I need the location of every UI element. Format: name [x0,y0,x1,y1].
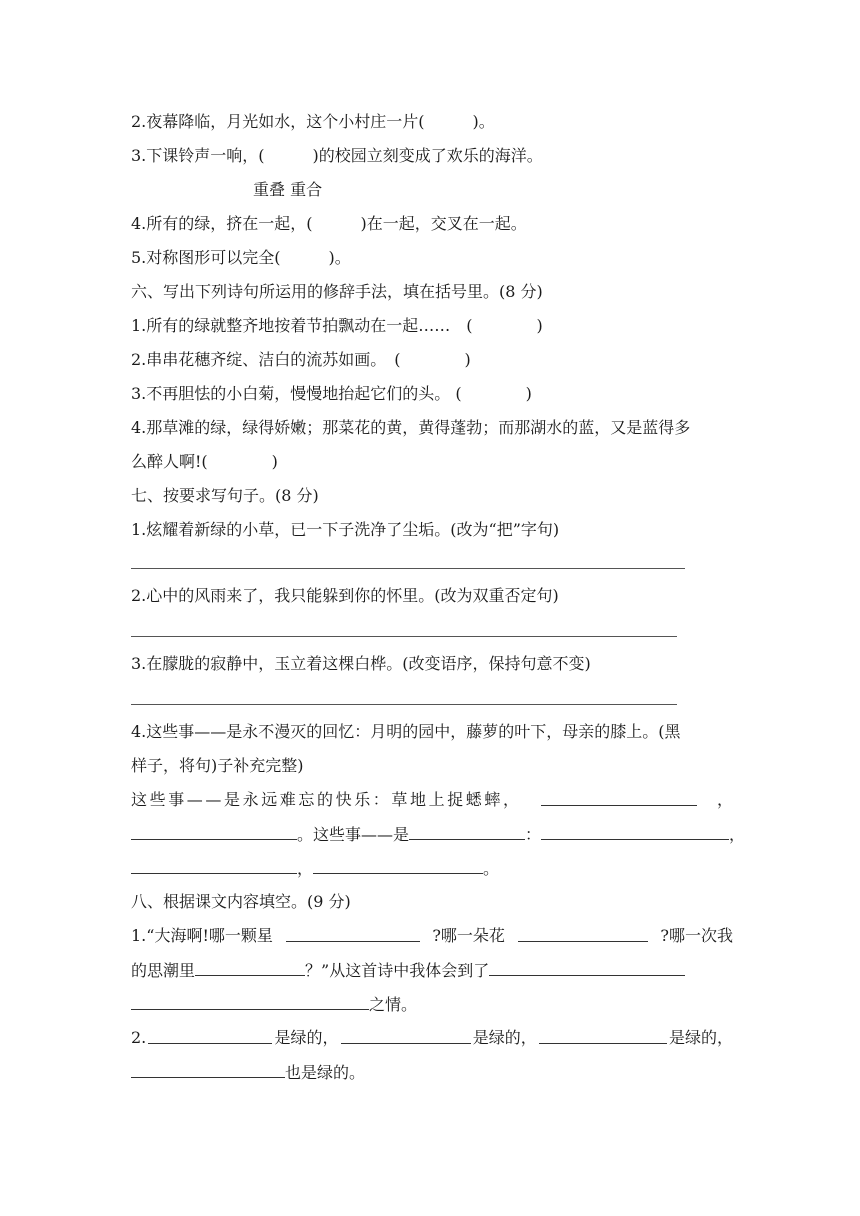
fill-blank[interactable] [148,1027,272,1044]
question-7-3: 3.在朦胧的寂静中，玉立着这棵白桦。(改变语序，保持句意不变) [131,654,591,673]
fill-text: 这些事——是永远难忘的快乐：草地上捉蟋蟀， [131,790,522,809]
section-7-heading: 七、按要求写句子。(8 分) [131,486,319,505]
fill-text: 的思潮里 [131,961,196,980]
word-choice: 重叠 重合 [253,180,323,199]
fill-blank[interactable] [131,857,297,874]
fill-blank[interactable] [541,823,729,840]
fill-blank[interactable] [313,857,483,874]
fill-blank[interactable] [539,1027,667,1044]
fill-blank[interactable] [409,823,525,840]
question-6-1: 1.所有的绿就整齐地按着节拍飘动在一起…… ( ) [131,316,543,335]
question-5-2: 2.夜幕降临，月光如水，这个小村庄一片( )。 [131,112,495,131]
fill-row-7-4-a [131,789,733,811]
fill-blank[interactable] [131,1061,285,1078]
fill-text: 之情。 [369,995,418,1014]
fill-text: 也是绿的。 [285,1063,366,1082]
fill-blank[interactable] [518,925,648,942]
fill-blank[interactable] [131,823,297,840]
question-6-2: 2.串串花穗齐绽、洁白的流苏如画。 ( ) [131,350,471,369]
fill-text: ?哪一朵花 [432,926,505,945]
question-8-2-line2 [131,1061,365,1084]
question-8-1-line1 [131,925,733,947]
fill-blank[interactable] [489,959,685,976]
fill-text: ： [525,825,542,844]
fill-text: 1.“大海啊!哪一颗星 [131,926,273,945]
fill-blank[interactable] [195,959,305,976]
question-6-3: 3.不再胆怯的小白菊，慢慢地抬起它们的头。 ( ) [131,384,532,403]
fill-text: ， [297,859,314,878]
fill-blank[interactable] [131,993,369,1010]
fill-text: 。这些事——是 [297,825,410,844]
question-5-3: 3.下课铃声一响，( )的校园立刻变成了欢乐的海洋。 [131,146,543,165]
fill-text: 是绿的， [668,1028,733,1047]
fill-row-7-4-c [131,857,499,880]
section-8-heading: 八、根据课文内容填空。(9 分) [131,892,351,911]
fill-blank[interactable] [541,789,697,806]
fill-blank[interactable] [341,1027,471,1044]
question-5-5: 5.对称图形可以完全( )。 [131,248,351,267]
question-6-4-line1: 4.那草滩的绿，绿得娇嫩；那菜花的黄，黄得蓬勃；而那湖水的蓝，又是蓝得多 [131,418,691,437]
fill-text: 2. [131,1028,147,1047]
fill-text: 是绿的， [274,1028,339,1047]
question-8-2-line1 [131,1027,733,1049]
answer-line-7-3[interactable] [131,704,677,705]
question-7-4-line2: 样子，将句)子补充完整) [131,756,304,775]
fill-row-7-4-b [131,823,745,846]
answer-line-7-1[interactable] [131,568,685,569]
fill-text: ？”从这首诗中我体会到了 [305,961,490,980]
section-6-heading: 六、写出下列诗句所运用的修辞手法，填在括号里。(8 分) [131,282,543,301]
fill-text: 是绿的， [472,1028,537,1047]
question-5-4: 4.所有的绿，挤在一起，( )在一起，交叉在一起。 [131,214,527,233]
answer-line-7-2[interactable] [131,636,677,637]
question-7-4-line1: 4.这些事——是永不漫灭的回忆：月明的园中，藤萝的叶下，母亲的膝上。(黑 [131,722,681,741]
fill-text: ?哪一次我 [660,926,733,945]
fill-text: 。 [483,859,500,878]
question-6-4-line2: 么醉人啊!( ) [131,452,278,471]
fill-text: ， [716,790,733,809]
question-7-1: 1.炫耀着新绿的小草，已一下子洗净了尘垢。(改为“把”字句) [131,520,560,539]
question-7-2: 2.心中的风雨来了，我只能躲到你的怀里。(改为双重否定句) [131,586,559,605]
question-8-1-line2 [131,959,685,982]
fill-blank[interactable] [286,925,420,942]
question-8-1-line3 [131,993,417,1016]
fill-text: ， [729,825,746,844]
